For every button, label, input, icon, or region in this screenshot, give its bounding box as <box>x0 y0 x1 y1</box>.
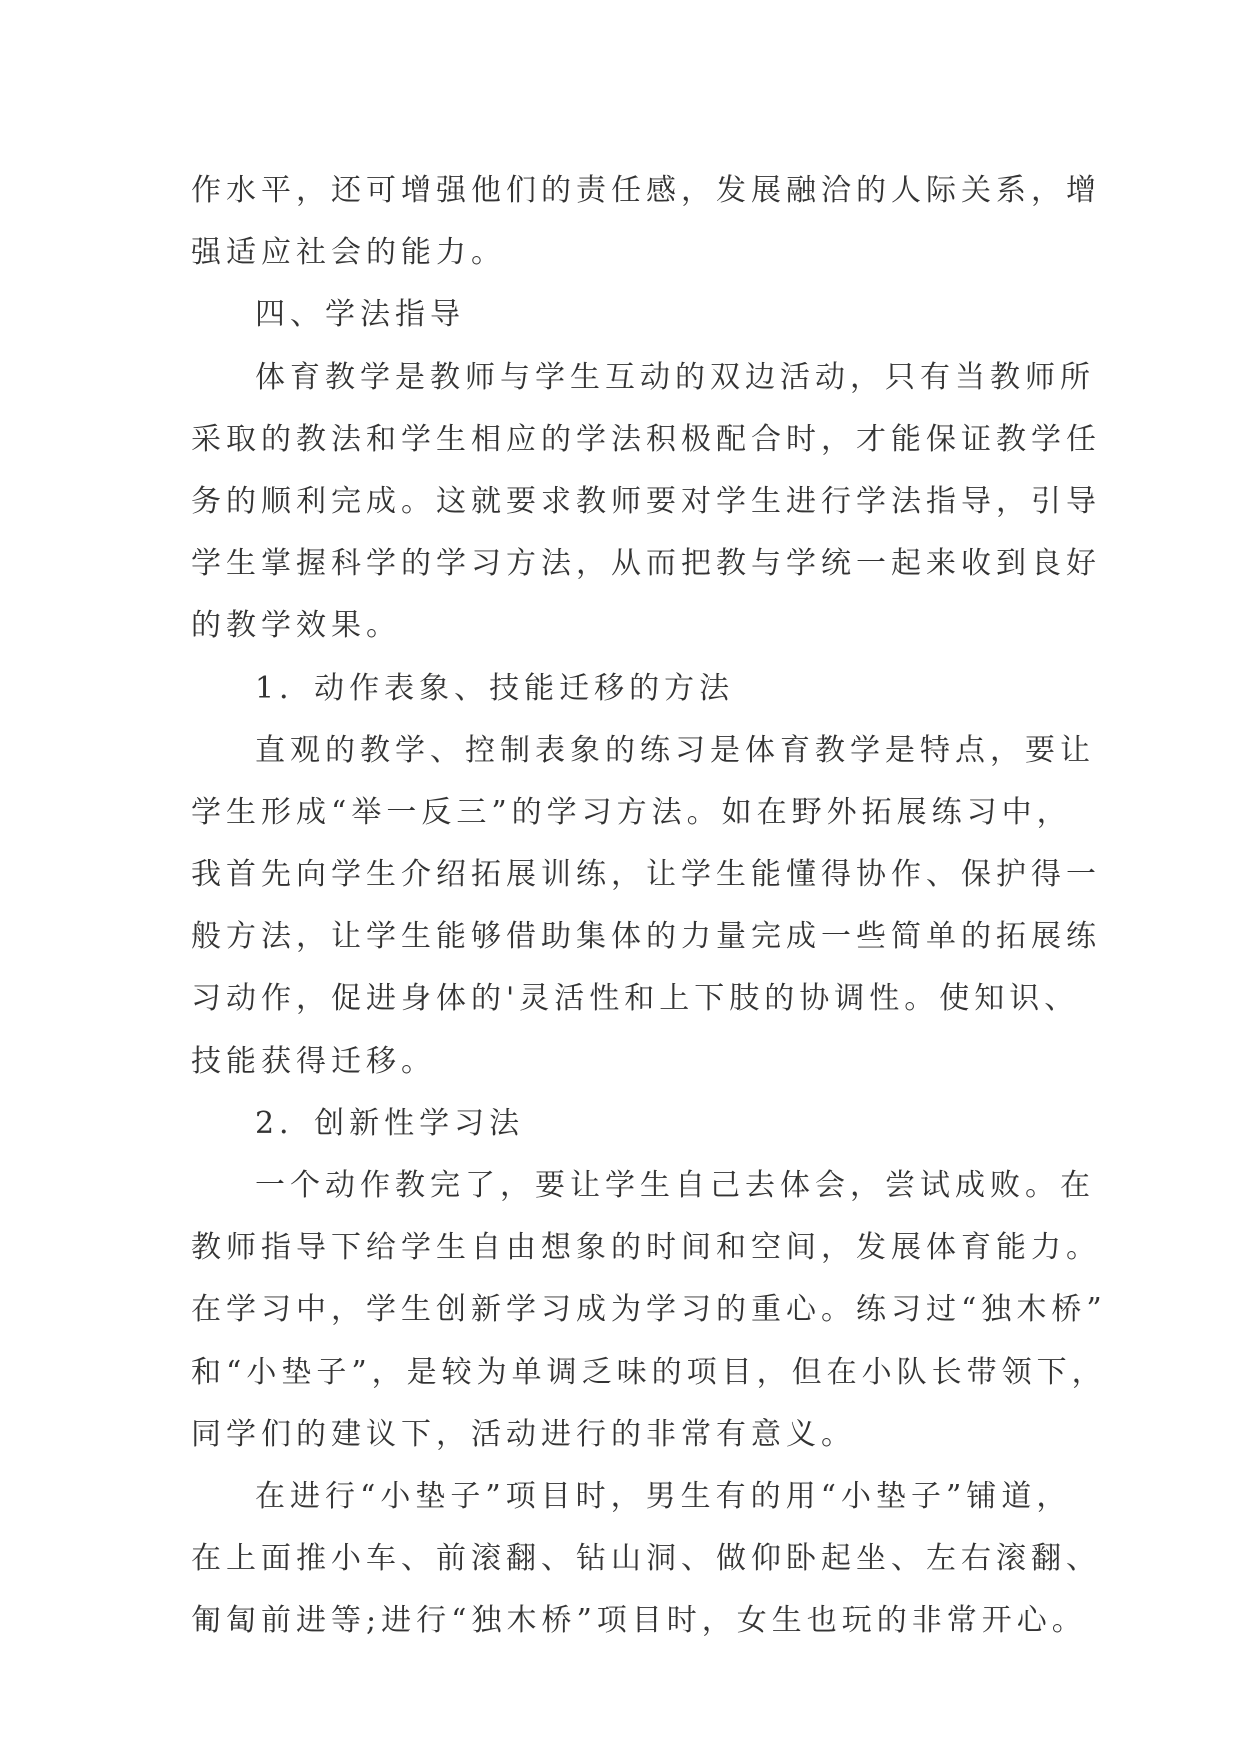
text-line: 在进行“小垫子”项目时，男生有的用“小垫子”铺道， <box>255 1478 1072 1514</box>
text-line: 四、学法指导 <box>255 297 465 333</box>
text-line: 技能获得迁移。 <box>191 1043 436 1079</box>
text-line: 学生形成“举一反三”的学习方法。如在野外拓展练习中， <box>191 794 1072 830</box>
text-line: 般方法，让学生能够借助集体的力量完成一些简单的拓展练 <box>191 919 1101 955</box>
text-line: 直观的教学、控制表象的练习是体育教学是特点，要让 <box>255 732 1095 768</box>
text-line: 体育教学是教师与学生互动的双边活动，只有当教师所 <box>255 359 1095 395</box>
text-line: 学生掌握科学的学习方法，从而把教与学统一起来收到良好 <box>191 546 1101 582</box>
text-line: 在学习中，学生创新学习成为学习的重心。练习过“独木桥” <box>191 1292 1107 1328</box>
text-line: 采取的教法和学生相应的学法积极配合时，才能保证教学任 <box>191 421 1101 457</box>
text-line: 匍匐前进等;进行“独木桥”项目时，女生也玩的非常开心。 <box>191 1603 1087 1639</box>
text-line: 1．动作表象、技能迁移的方法 <box>255 670 735 706</box>
text-line: 同学们的建议下，活动进行的非常有意义。 <box>191 1416 856 1452</box>
text-line: 教师指导下给学生自由想象的时间和空间，发展体育能力。 <box>191 1230 1101 1266</box>
text-line: 务的顺利完成。这就要求教师要对学生进行学法指导，引导 <box>191 483 1101 519</box>
body-text <box>191 160 1107 1653</box>
text-line: 作水平，还可增强他们的责任感，发展融洽的人际关系，增 <box>191 173 1101 208</box>
text-line: 习动作，促进身体的'灵活性和上下肢的协调性。使知识、 <box>191 981 1080 1017</box>
text-line: 强适应社会的能力。 <box>191 235 506 271</box>
text-line: 我首先向学生介绍拓展训练，让学生能懂得协作、保护得一 <box>191 857 1101 893</box>
text-line: 和“小垫子”，是较为单调乏味的项目，但在小队长带领下， <box>191 1354 1107 1390</box>
text-line: 一个动作教完了，要让学生自己去体会，尝试成败。在 <box>255 1168 1095 1203</box>
text-line: 2．创新性学习法 <box>255 1105 525 1141</box>
text-line: 在上面推小车、前滚翻、钻山洞、做仰卧起坐、左右滚翻、 <box>191 1541 1101 1577</box>
text-line: 的教学效果。 <box>191 608 401 644</box>
